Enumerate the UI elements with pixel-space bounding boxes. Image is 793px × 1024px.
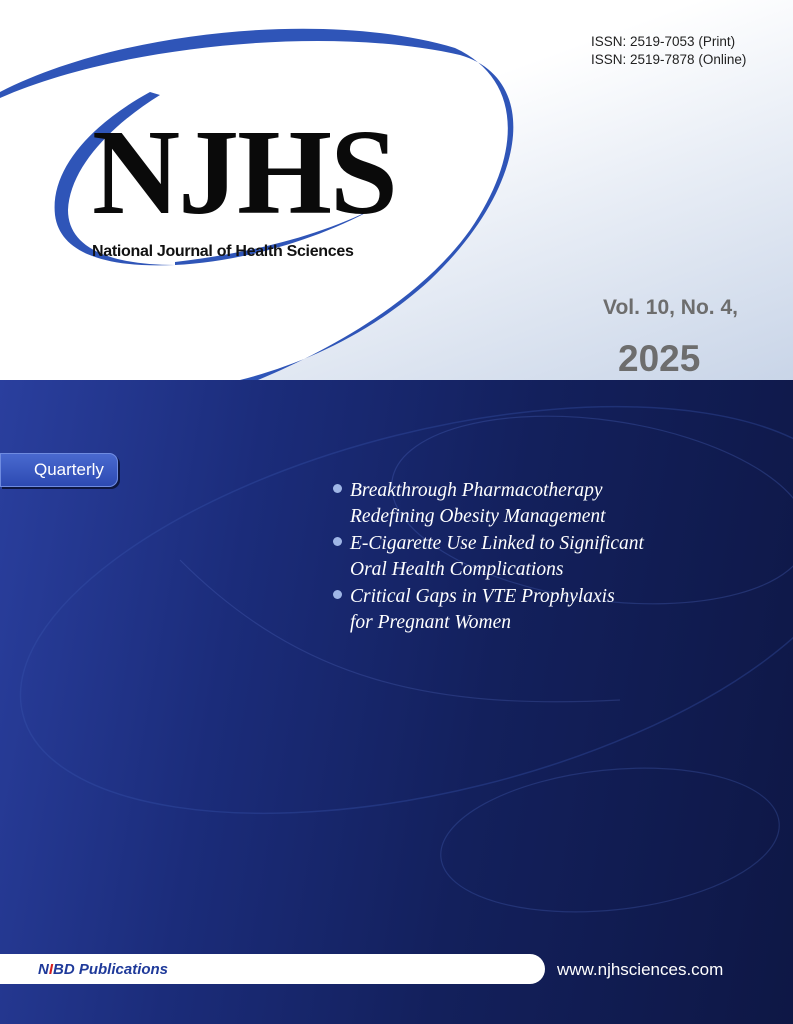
highlight-line: Oral Health Complications [350, 559, 564, 580]
issn-block [591, 33, 746, 69]
cover-top-panel [0, 0, 793, 380]
bullet-icon [333, 537, 342, 546]
highlight-item [333, 531, 644, 583]
issn-online: ISSN: 2519-7878 (Online) [591, 52, 747, 67]
journal-logo-acronym: NJHS [92, 105, 396, 240]
highlight-line: for Pregnant Women [350, 612, 512, 633]
highlight-line: Breakthrough Pharmacotherapy [350, 480, 603, 501]
bullet-icon [333, 590, 342, 599]
website-link[interactable]: www.njhsciences.com [557, 960, 724, 979]
highlight-line: Critical Gaps in VTE Prophylaxis [350, 586, 615, 607]
volume-issue: Vol. 10, No. 4, [603, 296, 738, 319]
publisher-rest: BD Publications [53, 961, 169, 978]
frequency-badge: Quarterly [0, 453, 118, 487]
highlight-item [333, 478, 644, 530]
issue-year: 2025 [618, 338, 701, 379]
cover-bottom-panel [0, 380, 793, 1024]
journal-full-name: National Journal of Health Sciences [92, 243, 354, 260]
highlight-line: Redefining Obesity Management [350, 506, 606, 527]
highlight-item [333, 584, 644, 636]
publisher-red-letter: I [48, 961, 54, 978]
publisher-name [38, 961, 168, 978]
highlight-line: E-Cigarette Use Linked to Significant [350, 533, 644, 554]
publisher-prefix: N [38, 961, 49, 978]
bullet-icon [333, 484, 342, 493]
orbit-lines-decoration [0, 380, 793, 1024]
highlights-list [333, 478, 644, 637]
issn-print: ISSN: 2519-7053 (Print) [591, 34, 736, 49]
